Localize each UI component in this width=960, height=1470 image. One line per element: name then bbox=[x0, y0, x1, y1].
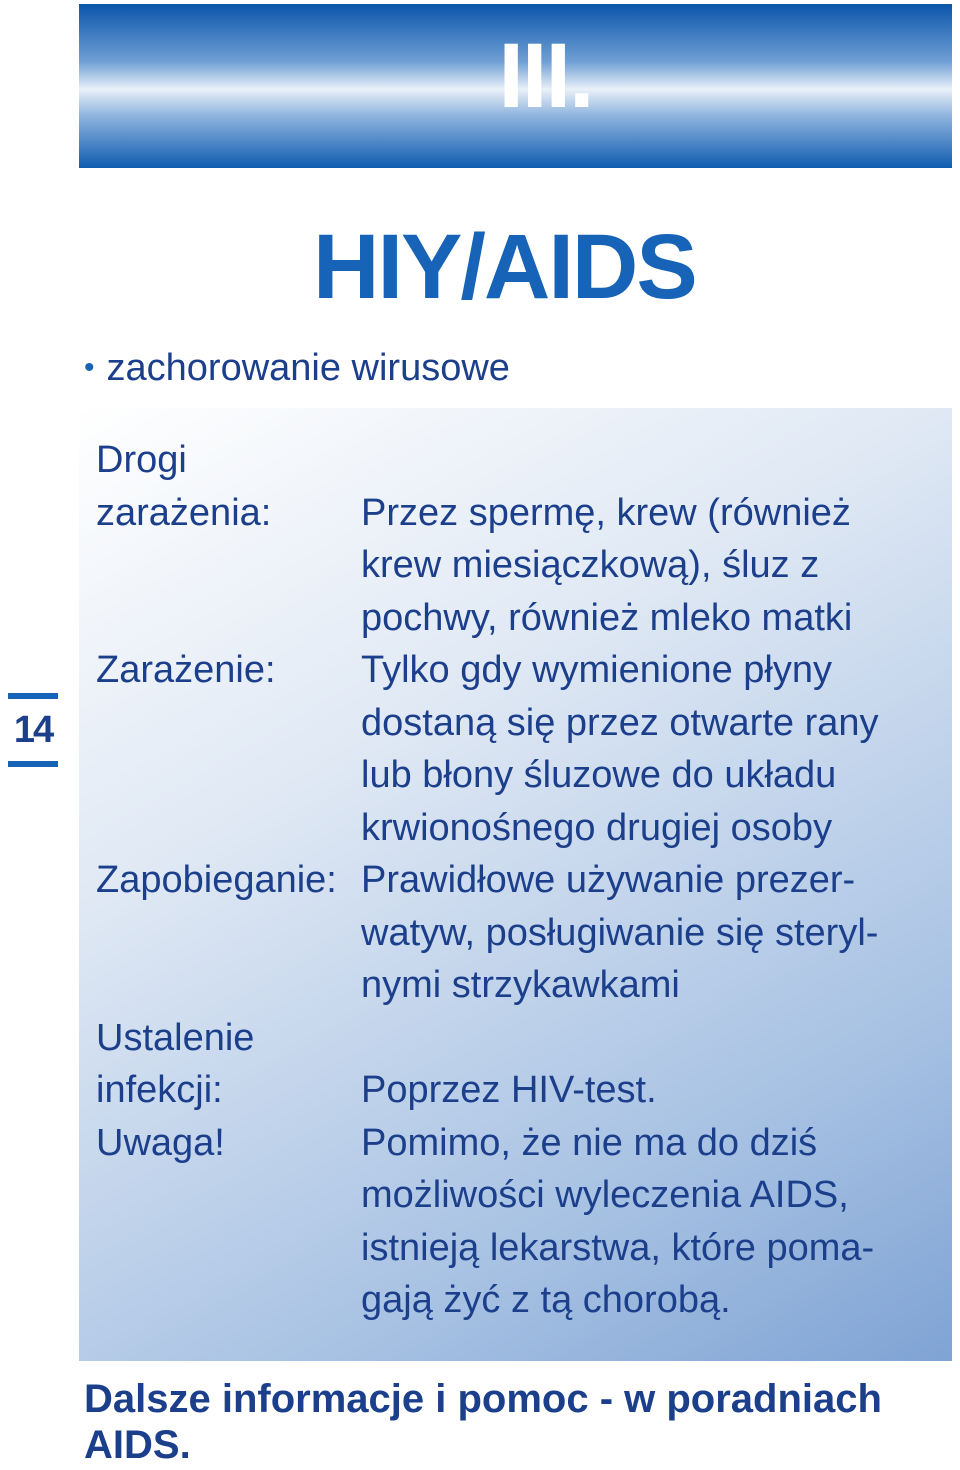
chapter-number: III. bbox=[498, 25, 593, 127]
row-content: Tylko gdy wymienione płyny bbox=[361, 649, 832, 691]
page-title: HIY/AIDS bbox=[313, 216, 696, 318]
row-label: Drogi bbox=[96, 439, 187, 481]
row-label: zarażenia: bbox=[96, 491, 272, 534]
row-content: Przez spermę, krew (również bbox=[361, 491, 851, 534]
footer-note: Dalsze informacje i pomoc - w poradniach AIDS. bbox=[84, 1377, 882, 1467]
row-content: istnieją lekarstwa, które poma- bbox=[361, 1226, 875, 1269]
row-content: nymi strzykawkami bbox=[361, 964, 680, 1006]
page-number: 14 bbox=[13, 709, 53, 751]
page-number-bar-bottom bbox=[8, 761, 58, 767]
intro-line bbox=[84, 342, 510, 394]
row-content: lub błony śluzowe do układu bbox=[361, 754, 837, 796]
row-content: pochwy, również mleko matki bbox=[361, 596, 853, 639]
chapter-banner bbox=[79, 4, 952, 168]
row-label: Uwaga! bbox=[96, 1121, 225, 1164]
row-content: krew miesiączkową), śluz z bbox=[361, 544, 820, 586]
info-box bbox=[79, 408, 952, 1361]
row-label: infekcji: bbox=[96, 1069, 223, 1111]
row-label: Zarażenie: bbox=[96, 649, 276, 691]
row-content: krwionośnego drugiej osoby bbox=[361, 806, 833, 849]
row-content: Prawidłowe używanie prezer- bbox=[361, 859, 856, 901]
row-label: Ustalenie bbox=[96, 1016, 255, 1059]
bullet-icon: • bbox=[84, 351, 95, 384]
row-content: Poprzez HIV-test. bbox=[361, 1069, 657, 1111]
row-content: dostaną się przez otwarte rany bbox=[361, 701, 879, 744]
page-number-marker bbox=[8, 693, 58, 767]
row-content: Pomimo, że nie ma do dziś bbox=[361, 1121, 818, 1164]
row-label: Zapobieganie: bbox=[96, 859, 337, 901]
intro-text: zachorowanie wirusowe bbox=[106, 347, 510, 389]
row-content: gają żyć z tą chorobą. bbox=[361, 1279, 731, 1321]
row-content: watyw, posługiwanie się steryl- bbox=[361, 911, 879, 954]
row-content: możliwości wyleczenia AIDS, bbox=[361, 1174, 849, 1216]
